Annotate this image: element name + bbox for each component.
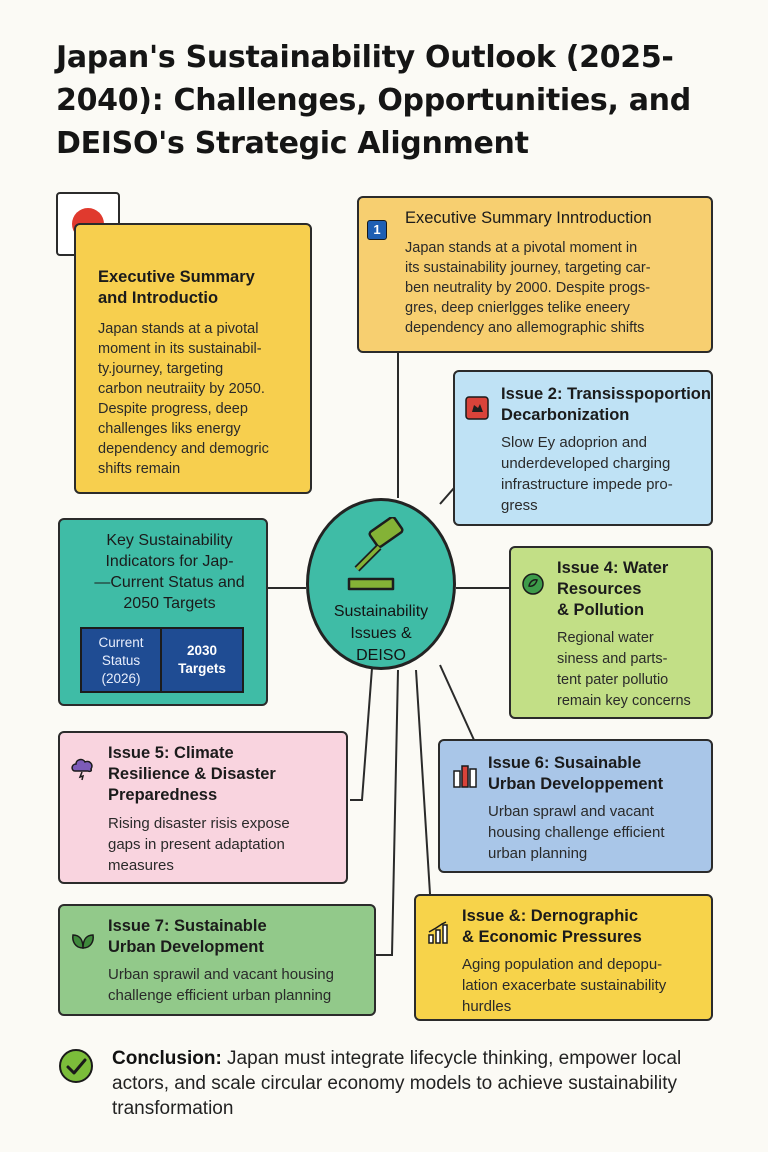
conclusion-text <box>112 1046 742 1121</box>
bar-chart-icon <box>426 920 452 946</box>
leaf-icon <box>70 928 96 954</box>
card-body: Aging population and depopu- lation exacerbate sustainability hurdles <box>462 956 667 1015</box>
conclusion-label: Conclusion: <box>112 1048 222 1069</box>
conclusion-body: Japan must integrate lifecycle thinking, empower local actors, and scale circular economy models to achieve sustainability transformation <box>112 1048 682 1119</box>
issue-8-card <box>414 894 713 1021</box>
gavel-icon <box>341 517 421 597</box>
card-body: Rising disaster risis expose gaps in present adaptation measures <box>108 815 290 874</box>
card-body: Japan stands at a pivotal moment in its sustainability journey, targeting car- ben neutrality by 2000. Despite progs- gres, deep cnierlgges telike eneery dependency ano allemographic shifts <box>405 240 651 336</box>
card-title: Issue 4: Water Resources & Pollution <box>557 559 669 619</box>
issue-7-card <box>58 904 376 1016</box>
card-title: Issue 5: Climate Resilience & Disaster Preparedness <box>108 744 276 804</box>
executive-summary-card-left <box>74 223 312 494</box>
check-circle-icon <box>58 1048 94 1084</box>
card-title: Key Sustainability Indicators for Jap- —Current Status and 2050 Targets <box>94 532 245 612</box>
central-hub <box>306 498 456 670</box>
targets-cell: 2030 Targets <box>178 643 226 676</box>
card-body: Urban sprawil and vacant housing challenge efficient urban planning <box>108 966 334 1004</box>
executive-summary-card-right <box>357 196 713 353</box>
card-title: Executive Summary and Introductio <box>98 268 255 307</box>
water-drop-icon <box>521 572 545 596</box>
card-body: Urban sprawl and vacant housing challenge efficient urban planning <box>488 803 665 862</box>
issue-2-card <box>453 370 713 526</box>
card-title: Issue 2: Transisspoportion Decarbonization <box>501 385 711 424</box>
current-status-cell: Current Status (2026) <box>82 629 162 691</box>
number-badge-icon: 1 <box>367 220 387 240</box>
card-body: Regional water siness and parts- tent pater pollutio remain key concerns <box>557 630 691 709</box>
storm-cloud-icon <box>70 755 96 781</box>
buildings-icon <box>452 763 478 789</box>
car-icon <box>465 396 489 420</box>
card-body: Japan stands at a pivotal moment in its sustainabil- ty.journey, targeting carbon neutraiity by 2050. Despite progress, deep challenges liks energy dependency and demogric shifts remain <box>98 321 269 477</box>
card-title: Issue 6: Susainable Urban Developpement <box>488 754 664 793</box>
page-title: Japan's Sustainability Outlook (2025- 2040): Challenges, Opportunities, and DEISO's Strategic Alignment <box>56 40 691 161</box>
issue-5-card <box>58 731 348 884</box>
issue-4-card <box>509 546 713 719</box>
card-title: Issue 7: Sustainable Urban Development <box>108 917 267 956</box>
issue-6-card <box>438 739 713 873</box>
card-title: Executive Summary Inntroduction <box>405 209 652 227</box>
card-body: Slow Ey adoprion and underdeveloped charging infrastructure impede pro- gress <box>501 434 673 514</box>
indicators-table <box>80 627 244 693</box>
hub-label: Sustainability Issues & DEISO <box>333 603 429 664</box>
card-title: Issue &: Dernographic & Economic Pressures <box>462 907 642 946</box>
